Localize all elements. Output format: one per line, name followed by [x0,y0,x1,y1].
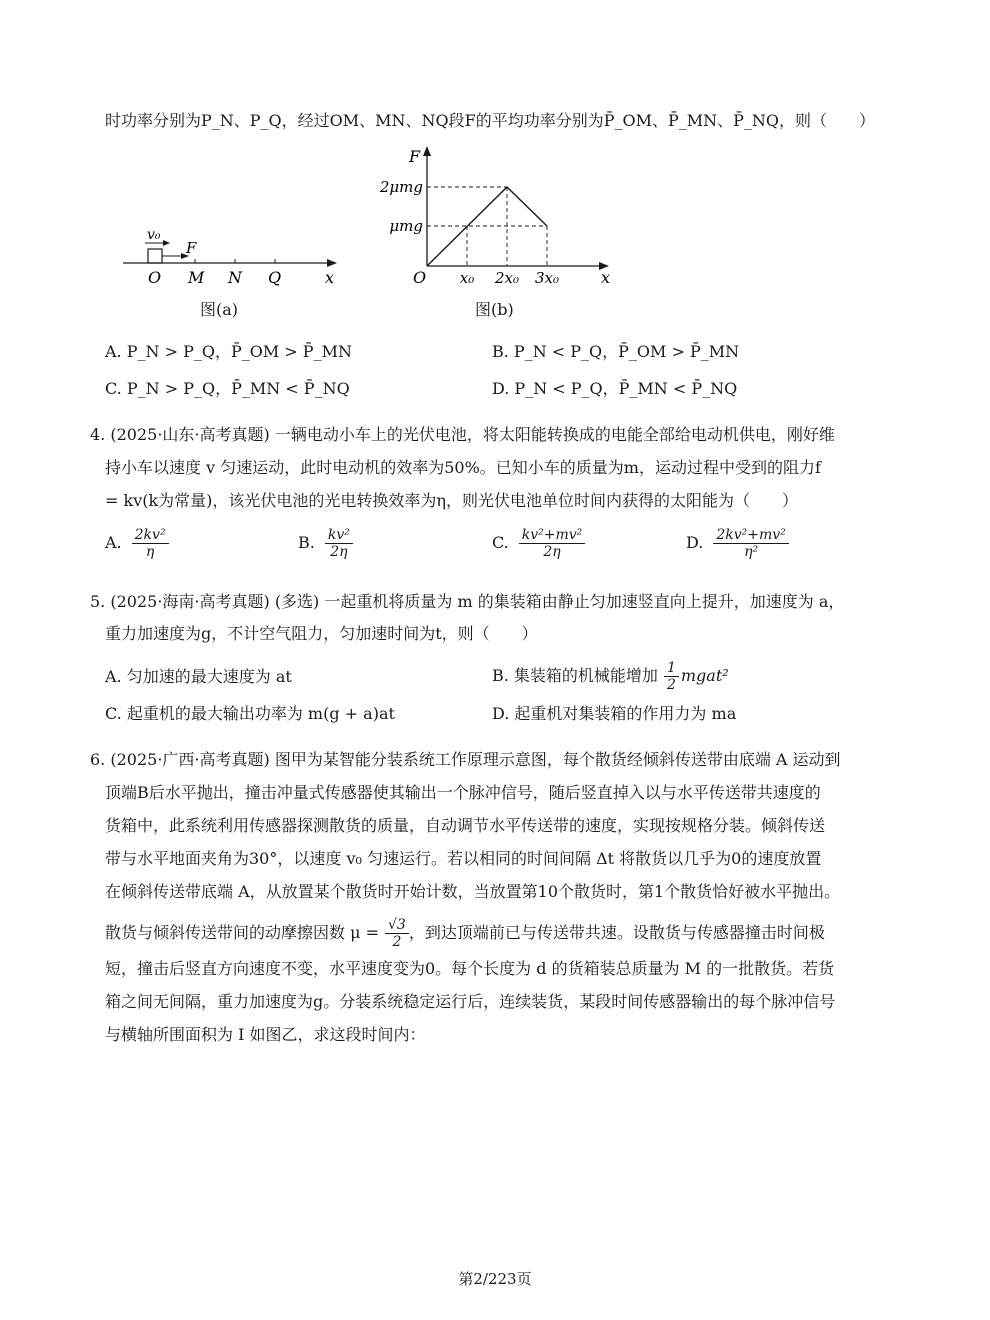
q6-line-3: 货箱中，此系统利用传感器探测散货的质量，自动调节水平传送带的速度，实现按规格分装。倾斜传送 [105,816,826,835]
fig-b-yaxis-arrow [423,146,431,156]
xtick-2x0: 2x₀ [494,269,520,287]
label-q: Q [268,268,282,287]
fig-a-axis-arrow [327,259,337,267]
fig-b-caption: 图(b) [475,300,514,319]
q5-option-b-pre: B. 集装箱的机械能增加 [492,666,658,685]
block [148,249,162,263]
q4-option-d-den: η² [744,544,759,560]
q5-line-1: 5. (2025·海南·高考真题) (多选) 一起重机将质量为 m 的集装箱由静止匀加速竖直向上提升，加速度为 a， [90,592,845,611]
label-o: O [148,268,162,287]
q6-line-5: 在倾斜传送带底端 A，从放置某个散货时开始计数，当放置第10个散货时，第1个散货恰好被水平抛出。 [105,882,841,901]
q4-option-a-den: η [145,544,155,560]
v0-label: v₀ [147,227,161,243]
q6-line-1: 6. (2025·广西·高考真题) 图甲为某智能分装系统工作原理示意图，每个散货经倾斜传送带由底端 A 运动到 [90,750,841,769]
fig-b-ylabel: F [409,147,421,166]
q4-option-b-label: B. [298,533,315,552]
mu-den: 2 [392,934,402,950]
q6-line-2: 顶端B后水平抛出，撞击冲量式传感器使其输出一个脉冲信号，随后竖直掉入以与水平传送带共速度的 [105,783,821,802]
q4-option-d-num: 2kv²+mv² [713,527,788,544]
q4-option-c-den: 2η [543,544,561,560]
xtick-3x0: 3x₀ [534,269,560,287]
q4-option-c[interactable] [492,527,585,560]
q3-option-d[interactable]: D. P_N < P_Q，P̄_MN < P̄_NQ [492,379,738,398]
q4-option-c-label: C. [492,533,509,552]
q4-option-a-num: 2kv² [132,527,169,544]
q5-option-d[interactable]: D. 起重机对集装箱的作用力为 ma [492,704,737,723]
q5-option-b-fraction [664,660,679,693]
q4-option-d-label: D. [686,533,704,552]
q4-option-c-fraction [519,527,586,560]
q4-option-c-num: kv²+mv² [519,527,586,544]
q6-line-6-pre: 散货与倾斜传送带间的动摩擦因数 μ = [105,923,379,942]
q4-option-b[interactable] [298,527,353,560]
q6-line-8: 箱之间无间隔，重力加速度为g。分装系统稳定运行后，连续装货，某段时间传感器输出的每个脉冲信号 [105,992,836,1011]
q4-option-d[interactable] [686,527,789,560]
q4-option-d-fraction [713,527,788,560]
label-n: N [228,268,242,287]
q4-option-b-num: kv² [325,527,353,544]
q5-line-2: 重力加速度为g，不计空气阻力，匀加速时间为t，则（ ） [105,624,538,643]
mu-num: √3 [385,917,409,934]
figure-a [115,215,345,295]
fig-a-caption: 图(a) [200,300,239,319]
q5-option-b-den: 2 [666,677,676,693]
q4-option-a-fraction [132,527,169,560]
force-curve [427,187,547,266]
q3-intro: 时功率分别为P_N、P_Q，经过OM、MN、NQ段F的平均功率分别为P̄_OM、P̄_MN、P̄_NQ，则（ ） [105,111,876,130]
q6-line-4: 带与水平地面夹角为30°，以速度 v₀ 匀速运行。若以相同的时间间隔 Δt 将散货以几乎为0的速度放置 [105,849,822,868]
fig-b-origin: O [413,268,427,287]
ytick-2umg: 2μmg [379,178,423,196]
q4-option-a-label: A. [105,533,122,552]
q6-line-9: 与横轴所围面积为 I 如图乙，求这段时间内： [105,1025,426,1044]
ytick-umg: μmg [389,217,423,235]
q4-option-b-fraction [325,527,353,560]
q4-option-a[interactable] [105,527,169,560]
q3-option-b[interactable]: B. P_N < P_Q，P̄_OM > P̄_MN [492,342,740,361]
q5-option-a[interactable]: A. 匀加速的最大速度为 at [105,667,292,686]
force-label: F [186,239,197,257]
v0-arrowhead [163,240,170,246]
q3-option-a[interactable]: A. P_N > P_Q，P̄_OM > P̄_MN [105,342,352,361]
q4-line-3: = kv(k为常量)，该光伏电池的光电转换效率为η，则光伏电池单位时间内获得的太阳能为（ ） [105,491,798,510]
page-number: 第2/223页 [458,1270,532,1288]
label-m: M [188,268,205,287]
q4-line-1: 4. (2025·山东·高考真题) 一辆电动小车上的光伏电池，将太阳能转换成的电能全部给电动机供电，刚好维 [90,425,835,444]
xtick-x0: x₀ [459,269,475,287]
q3-option-c[interactable]: C. P_N > P_Q，P̄_MN < P̄_NQ [105,379,350,398]
q5-option-c[interactable]: C. 起重机的最大输出功率为 m(g + a)at [105,704,395,723]
fig-b-xlabel: x [601,268,611,287]
mu-fraction [385,917,409,950]
q5-option-b-num: 1 [664,660,679,677]
q4-line-2: 持小车以速度 v 匀速运动，此时电动机的效率为50%。已知小车的质量为m，运动过程中受到的阻力f [105,458,821,477]
figure-b [365,140,620,290]
q5-option-b[interactable] [492,660,729,693]
q6-line-6 [105,917,825,950]
q5-option-b-post: mgat² [680,666,729,685]
q6-line-7: 短，撞击后竖直方向速度不变，水平速度变为0。每个长度为 d 的货箱装总质量为 M 的一批散货。若货 [105,959,835,978]
q4-option-b-den: 2η [330,544,348,560]
label-x: x [325,268,335,287]
q6-line-6-post: ，到达顶端前已与传送带共速。设散货与传感器撞击时间极 [408,923,825,942]
